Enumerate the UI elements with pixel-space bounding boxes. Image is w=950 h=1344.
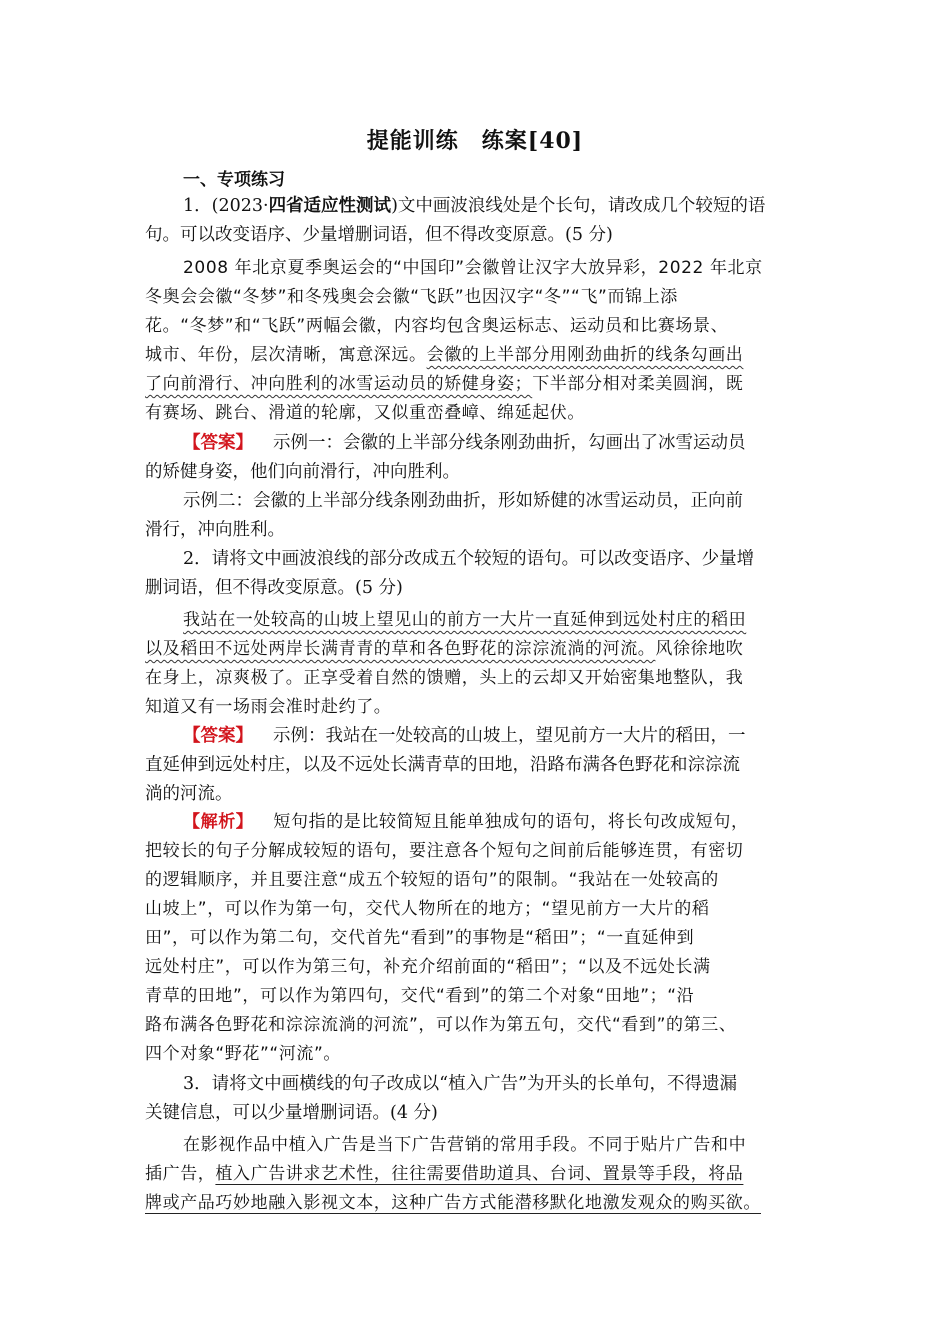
explanation-line: 四个对象“野花”“河流”。 xyxy=(145,1044,342,1064)
wavy-underlined-text: 会徽的上半部分用刚劲曲折的线条勾画出 xyxy=(426,345,744,365)
question-1 xyxy=(145,192,813,250)
wavy-underlined-text: 以及稻田不远处两岸长满青青的草和各色野花的淙淙流淌的河流。 xyxy=(145,639,656,659)
answer-line: 直延伸到远处村庄，以及不远处长满青草的田地，沿路布满各色野花和淙淙流 xyxy=(145,755,740,775)
question-2 xyxy=(145,545,813,603)
passage-line: 有赛场、跳台、滑道的轮廓，又似重峦叠嶂、绵延起伏。 xyxy=(145,403,585,423)
explanation-line: 青草的田地”，可以作为第四句，交代“看到”的第二个对象“田地”；“沿 xyxy=(145,986,695,1006)
explanation-tag: 【解析】 xyxy=(183,812,254,832)
question-3-prompt-line-1: 3．请将文中画横线的句子改成以“植入广告”为开头的长单句，不得遗漏 xyxy=(183,1074,738,1094)
passage-line: 在影视作品中植入广告是当下广告营销的常用手段。不同于贴片广告和中 xyxy=(183,1135,747,1155)
question-3-passage xyxy=(145,1131,813,1218)
question-2-answer xyxy=(145,722,813,809)
answer-line: 【答案】 示例一：会徽的上半部分线条刚劲曲折，勾画出了冰雪运动员 xyxy=(183,433,746,453)
answer-line: 滑行，冲向胜利。 xyxy=(145,520,285,540)
wavy-underlined-text: 了向前滑行、冲向胜利的冰雪运动员的矫健身姿； xyxy=(145,374,533,394)
passage-line: 城市、年份，层次清晰，寓意深远。会徽的上半部分用刚劲曲折的线条勾画出 xyxy=(145,345,744,365)
question-3 xyxy=(145,1070,813,1128)
passage-line: 2008 年北京夏季奥运会的“中国印”会徽曾让汉字大放异彩，2022 年北京 xyxy=(183,258,763,278)
passage-line: 了向前滑行、冲向胜利的冰雪运动员的矫健身姿；下半部分相对柔美圆润，既 xyxy=(145,374,744,394)
page-title: 提能训练 练案[40] xyxy=(366,128,584,154)
passage-line: 花。“冬梦”和“飞跃”两幅会徽，内容均包含奥运标志、运动员和比赛场景、 xyxy=(145,316,729,336)
question-2-passage xyxy=(145,606,813,722)
passage-line xyxy=(145,1189,813,1218)
answer-tag: 【答案】 xyxy=(183,726,253,746)
question-1-passage xyxy=(145,254,813,428)
question-2-prompt-line-2: 删词语，但不得改变原意。(5 分) xyxy=(145,578,403,598)
wavy-underlined-text: 我站在一处较高的山坡上望见山的前方一大片一直延伸到远处村庄的稻田 xyxy=(183,610,747,630)
explanation-line: 路布满各色野花和淙淙流淌的河流”，可以作为第五句，交代“看到”的第三、 xyxy=(145,1015,737,1035)
explanation-line: 远处村庄”，可以作为第三句，补充介绍前面的“稻田”；“以及不远处长满 xyxy=(145,957,711,977)
question-source: 四省适应性测试 xyxy=(268,196,392,216)
underlined-text: 植入广告讲求艺术性，往往需要借助道具、台词、置景等手段，将品 xyxy=(215,1164,744,1184)
explanation-line: 的逻辑顺序，并且要注意“成五个较短的语句”的限制。“我站在一处较高的 xyxy=(145,870,719,890)
passage-line xyxy=(145,606,813,635)
answer-line: 示例二：会徽的上半部分线条刚劲曲折，形如矫健的冰雪运动员，正向前 xyxy=(183,491,743,511)
question-3-prompt-line-2: 关键信息，可以少量增删词语。(4 分) xyxy=(145,1103,438,1123)
explanation-line: 把较长的句子分解成较短的语句，要注意各个短句之间前后能够连贯，有密切 xyxy=(145,841,744,861)
explanation-line: 【解析】 短句指的是比较简短且能单独成句的语句，将长句改成短句， xyxy=(183,812,749,832)
passage-line: 插广告，植入广告讲求艺术性，往往需要借助道具、台词、置景等手段，将品 xyxy=(145,1164,744,1184)
section-heading: 一、专项练习 xyxy=(183,170,285,190)
explanation-line: 田”，可以作为第二句，交代首先“看到”的事物是“稻田”；“一直延伸到 xyxy=(145,928,695,948)
question-1-prompt-line-2: 句。可以改变语序、少量增删词语，但不得改变原意。(5 分) xyxy=(145,225,613,245)
answer-tag: 【答案】 xyxy=(183,433,253,453)
passage-line: 以及稻田不远处两岸长满青青的草和各色野花的淙淙流淌的河流。风徐徐地吹 xyxy=(145,639,744,659)
passage-line: 在身上，凉爽极了。正享受着自然的馈赠，头上的云却又开始密集地整队，我 xyxy=(145,668,744,688)
question-2-prompt-line-1: 2．请将文中画波浪线的部分改成五个较短的语句。可以改变语序、少量增 xyxy=(183,549,755,569)
question-1-answer xyxy=(145,429,813,545)
explanation-line: 山坡上”，可以作为第一句，交代人物所在的地方；“望见前方一大片的稻 xyxy=(145,899,710,919)
passage-line: 冬奥会会徽“冬梦”和冬残奥会会徽“飞跃”也因汉字“冬”“飞”而锦上添 xyxy=(145,287,678,307)
answer-line: 【答案】 示例：我站在一处较高的山坡上，望见前方一大片的稻田，一 xyxy=(183,726,746,746)
answer-line: 的矫健身姿，他们向前滑行，冲向胜利。 xyxy=(145,462,460,482)
passage-line: 知道又有一场雨会准时赴约了。 xyxy=(145,697,392,717)
question-2-explanation xyxy=(145,808,813,1069)
question-1-prompt-line-1: 1．(2023·四省适应性测试)文中画波浪线处是个长句，请改成几个较短的语 xyxy=(183,196,766,216)
underlined-text: 牌或产品巧妙地融入影视文本，这种广告方式能潜移默化地激发观众的购买欲。 xyxy=(145,1193,761,1213)
answer-line: 淌的河流。 xyxy=(145,784,233,804)
